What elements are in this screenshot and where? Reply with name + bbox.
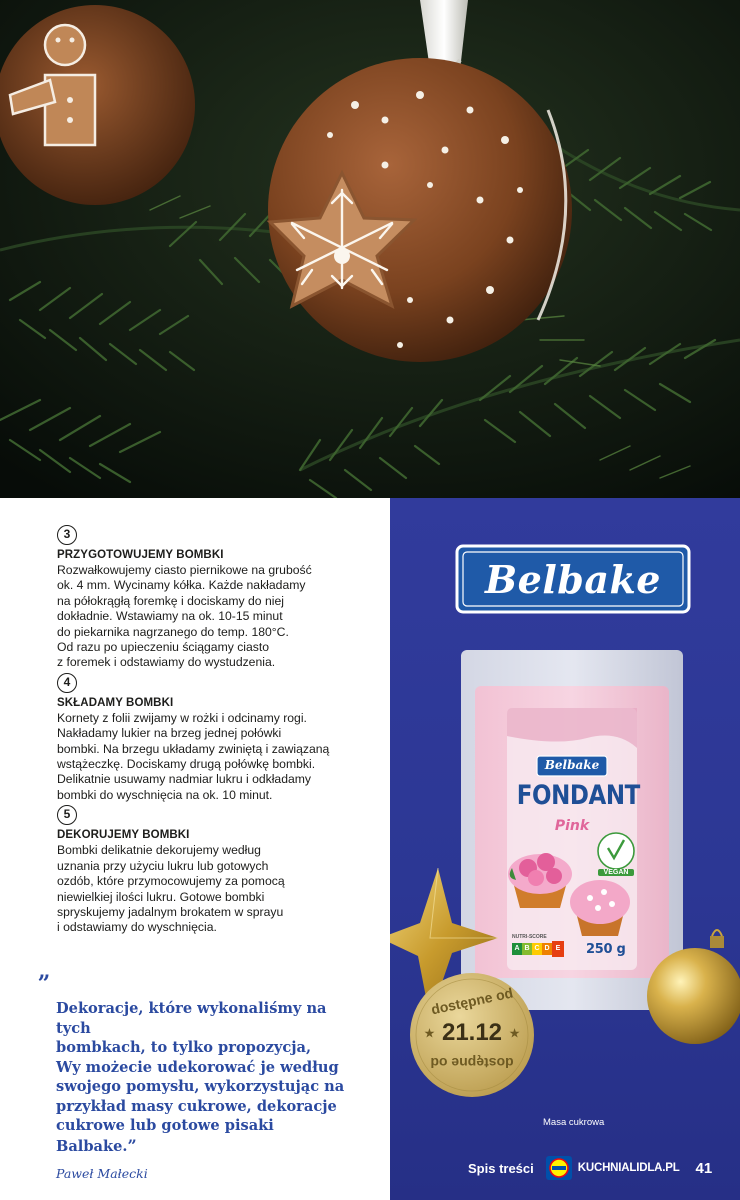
lidl-logo-icon	[546, 1156, 572, 1180]
quote-author: Paweł Małecki	[56, 1166, 148, 1181]
quote-text-block	[38, 960, 358, 1156]
recipe-step	[57, 805, 347, 935]
page-footer	[468, 1156, 712, 1180]
product-weight: 250 g	[586, 942, 626, 957]
step-body: Rozwałkowujemy ciasto piernikowe na grubość ok. 4 mm. Wycinamy kółka. Każde nakładamy na półokrągłą foremkę i dociskamy do niej dokładnie. Wstawiamy na ok. 10-15 minut do piekarnika nagrzanego do temp. 180°C. Od razu po upieczeniu ściągamy ciasto z foremek i odstawiamy do wystudzenia.	[57, 563, 312, 670]
badge-date-value: 21.12	[441, 1019, 503, 1046]
toc-link[interactable]: Spis treści	[468, 1160, 534, 1176]
badge-bottom-text: dostępne od	[430, 1055, 514, 1071]
step-number-badge: 4	[57, 673, 77, 693]
nutri-grade: A	[514, 945, 520, 952]
quote-open-mark: „	[38, 958, 51, 984]
availability-badge	[410, 973, 534, 1097]
package-brand: Belbake	[544, 758, 600, 772]
vegan-label: VEGAN	[598, 869, 634, 876]
nutri-grade: C	[534, 945, 540, 952]
recipe-step	[57, 525, 347, 671]
product-panel	[390, 498, 740, 1200]
badge-top-text: dostępne od	[429, 984, 515, 1018]
nutri-grade: E	[555, 945, 561, 952]
nutri-grade: D	[544, 945, 550, 952]
step-title: SKŁADAMY BOMBKI	[57, 696, 174, 709]
hero-photo	[0, 0, 740, 498]
quote-text: Dekoracje, które wykonaliśmy na tych bombkach, to tylko propozycja, Wy możecie udekorować je według swojego pomysłu, wykorzystując na przykład masy cukrowe, dekoracje cukrowe lub gotowe pisaki Balbake.	[56, 1000, 345, 1155]
step-number-badge: 3	[57, 525, 77, 545]
step-number-badge: 5	[57, 805, 77, 825]
chef-quote	[38, 960, 358, 1181]
quote-close-mark: ”	[127, 1135, 137, 1155]
page-number: 41	[695, 1159, 713, 1177]
step-title: PRZYGOTOWUJEMY BOMBKI	[57, 549, 224, 561]
nutri-grade: B	[524, 945, 530, 952]
nutri-score-grades	[512, 942, 564, 956]
product-name: FONDANT	[516, 780, 640, 811]
website-link[interactable]: KUCHNIALIDLA.PL	[577, 1162, 680, 1174]
brand-logo	[457, 546, 689, 612]
star-icon: ★	[423, 1025, 436, 1041]
step-body: Bombki delikatnie dekorujemy według uznania przy użyciu lukru lub gotowych ozdób, które przymocowujemy za pomocą niewielkiej ilości lukru. Gotowe bombki spryskujemy jadalnym brokatem w sprayu i odstawiamy do wyschnięcia.	[57, 843, 285, 935]
nutri-score-label: NUTRI-SCORE	[512, 934, 547, 940]
badge-date	[410, 1019, 534, 1047]
product-variant: Pink	[554, 818, 590, 834]
recipe-steps	[57, 525, 347, 938]
star-icon: ★	[508, 1025, 521, 1041]
step-title: DEKORUJEMY BOMBKI	[57, 829, 190, 842]
product-caption: Masa cukrowa	[543, 1117, 605, 1128]
brand-logo-text: Belbake	[485, 556, 661, 602]
step-body: Kornety z folii zwijamy w rożki i odcinamy rogi. Nakładamy lukier na brzeg jednej połówki bombki. Na brzegu układamy zwiniętą i zawiązaną wstążeczkę. Dociskamy drugą połówkę bombki. Delikatnie usuwamy nadmiar lukru i odkładamy bombki do wyschnięcia na ok. 10 minut.	[57, 710, 330, 802]
recipe-step	[57, 673, 347, 803]
